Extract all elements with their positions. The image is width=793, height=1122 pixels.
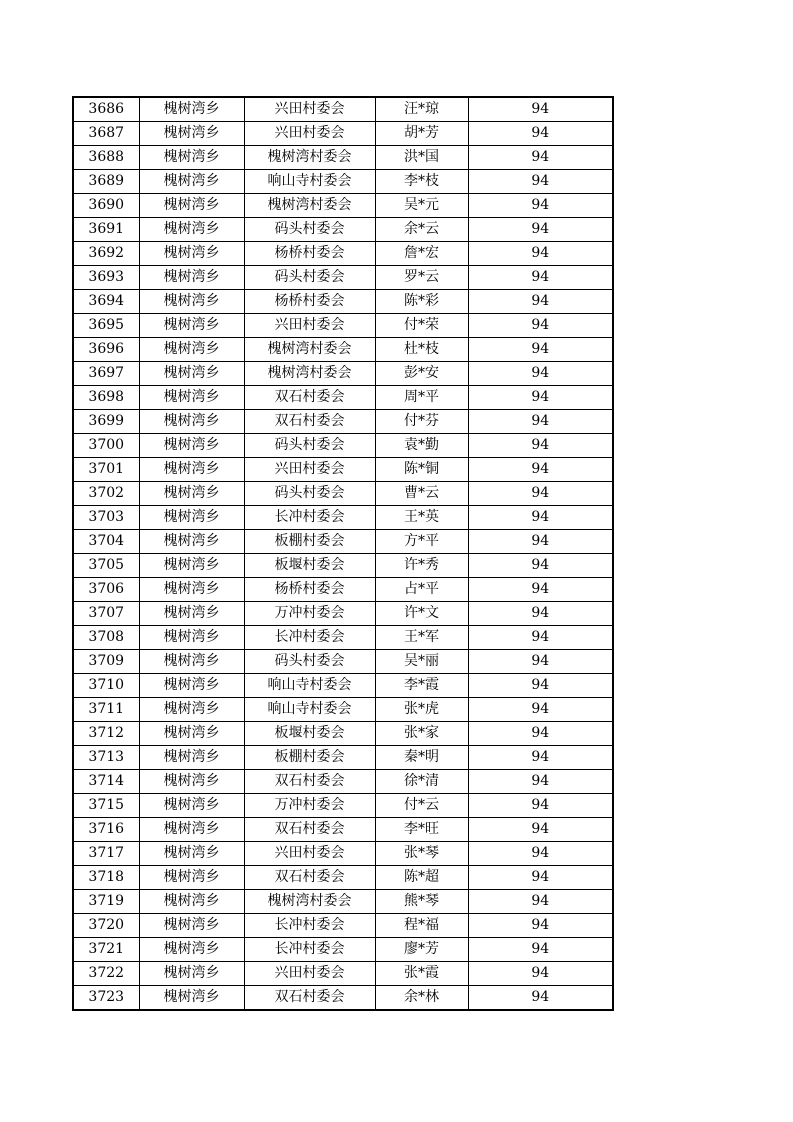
village-committee-cell: 板堰村委会 <box>244 554 375 578</box>
township-cell: 槐树湾乡 <box>139 290 244 314</box>
township-cell: 槐树湾乡 <box>139 842 244 866</box>
table-row <box>73 97 613 122</box>
score-cell: 94 <box>468 290 613 314</box>
row-number-cell: 3700 <box>73 434 139 458</box>
village-committee-cell: 杨桥村委会 <box>244 290 375 314</box>
township-cell: 槐树湾乡 <box>139 818 244 842</box>
row-number-cell: 3713 <box>73 746 139 770</box>
row-number-cell: 3689 <box>73 170 139 194</box>
score-cell: 94 <box>468 986 613 1011</box>
row-number-cell: 3690 <box>73 194 139 218</box>
table-body <box>73 97 613 1010</box>
row-number-cell: 3693 <box>73 266 139 290</box>
village-committee-cell: 板棚村委会 <box>244 530 375 554</box>
person-name-cell: 余*林 <box>375 986 468 1011</box>
score-cell: 94 <box>468 650 613 674</box>
village-committee-cell: 双石村委会 <box>244 866 375 890</box>
table-row <box>73 914 613 938</box>
person-name-cell: 陈*彩 <box>375 290 468 314</box>
table-row <box>73 530 613 554</box>
township-cell: 槐树湾乡 <box>139 674 244 698</box>
township-cell: 槐树湾乡 <box>139 482 244 506</box>
township-cell: 槐树湾乡 <box>139 938 244 962</box>
row-number-cell: 3721 <box>73 938 139 962</box>
score-cell: 94 <box>468 938 613 962</box>
table-row <box>73 146 613 170</box>
township-cell: 槐树湾乡 <box>139 578 244 602</box>
village-committee-cell: 双石村委会 <box>244 410 375 434</box>
row-number-cell: 3694 <box>73 290 139 314</box>
table-row <box>73 722 613 746</box>
table-row <box>73 794 613 818</box>
person-name-cell: 付*云 <box>375 794 468 818</box>
table-row <box>73 986 613 1011</box>
score-cell: 94 <box>468 506 613 530</box>
score-cell: 94 <box>468 746 613 770</box>
person-name-cell: 汪*琼 <box>375 97 468 122</box>
score-cell: 94 <box>468 554 613 578</box>
village-committee-cell: 响山寺村委会 <box>244 170 375 194</box>
table-row <box>73 314 613 338</box>
table-row <box>73 434 613 458</box>
township-cell: 槐树湾乡 <box>139 554 244 578</box>
score-cell: 94 <box>468 97 613 122</box>
row-number-cell: 3692 <box>73 242 139 266</box>
table-row <box>73 698 613 722</box>
township-cell: 槐树湾乡 <box>139 458 244 482</box>
person-name-cell: 方*平 <box>375 530 468 554</box>
village-committee-cell: 板棚村委会 <box>244 746 375 770</box>
row-number-cell: 3706 <box>73 578 139 602</box>
person-name-cell: 王*英 <box>375 506 468 530</box>
row-number-cell: 3703 <box>73 506 139 530</box>
village-committee-cell: 双石村委会 <box>244 818 375 842</box>
person-name-cell: 陈*铜 <box>375 458 468 482</box>
person-name-cell: 余*云 <box>375 218 468 242</box>
table-row <box>73 770 613 794</box>
village-committee-cell: 响山寺村委会 <box>244 674 375 698</box>
table-row <box>73 626 613 650</box>
table-row <box>73 890 613 914</box>
score-cell: 94 <box>468 170 613 194</box>
row-number-cell: 3719 <box>73 890 139 914</box>
score-cell: 94 <box>468 458 613 482</box>
village-committee-cell: 响山寺村委会 <box>244 698 375 722</box>
table-row <box>73 962 613 986</box>
table-row <box>73 818 613 842</box>
village-committee-cell: 槐树湾村委会 <box>244 362 375 386</box>
table-row <box>73 266 613 290</box>
village-committee-cell: 万冲村委会 <box>244 794 375 818</box>
village-committee-cell: 槐树湾村委会 <box>244 890 375 914</box>
row-number-cell: 3704 <box>73 530 139 554</box>
township-cell: 槐树湾乡 <box>139 770 244 794</box>
township-cell: 槐树湾乡 <box>139 602 244 626</box>
table-row <box>73 650 613 674</box>
village-committee-cell: 杨桥村委会 <box>244 578 375 602</box>
person-name-cell: 徐*清 <box>375 770 468 794</box>
person-name-cell: 秦*明 <box>375 746 468 770</box>
township-cell: 槐树湾乡 <box>139 386 244 410</box>
person-name-cell: 陈*超 <box>375 866 468 890</box>
village-committee-cell: 双石村委会 <box>244 386 375 410</box>
score-cell: 94 <box>468 314 613 338</box>
person-name-cell: 张*琴 <box>375 842 468 866</box>
table-row <box>73 386 613 410</box>
township-cell: 槐树湾乡 <box>139 914 244 938</box>
score-cell: 94 <box>468 410 613 434</box>
township-cell: 槐树湾乡 <box>139 890 244 914</box>
person-name-cell: 许*秀 <box>375 554 468 578</box>
table-row <box>73 746 613 770</box>
township-cell: 槐树湾乡 <box>139 266 244 290</box>
township-cell: 槐树湾乡 <box>139 866 244 890</box>
score-cell: 94 <box>468 218 613 242</box>
township-cell: 槐树湾乡 <box>139 410 244 434</box>
village-committee-cell: 长冲村委会 <box>244 506 375 530</box>
table-row <box>73 218 613 242</box>
person-name-cell: 张*虎 <box>375 698 468 722</box>
township-cell: 槐树湾乡 <box>139 434 244 458</box>
village-committee-cell: 槐树湾村委会 <box>244 338 375 362</box>
row-number-cell: 3722 <box>73 962 139 986</box>
township-cell: 槐树湾乡 <box>139 746 244 770</box>
row-number-cell: 3688 <box>73 146 139 170</box>
village-committee-cell: 兴田村委会 <box>244 97 375 122</box>
village-committee-cell: 兴田村委会 <box>244 122 375 146</box>
table-row <box>73 362 613 386</box>
person-name-cell: 袁*勤 <box>375 434 468 458</box>
township-cell: 槐树湾乡 <box>139 962 244 986</box>
township-cell: 槐树湾乡 <box>139 506 244 530</box>
table-row <box>73 866 613 890</box>
row-number-cell: 3712 <box>73 722 139 746</box>
score-cell: 94 <box>468 530 613 554</box>
person-name-cell: 李*旺 <box>375 818 468 842</box>
person-name-cell: 付*荣 <box>375 314 468 338</box>
table-row <box>73 674 613 698</box>
row-number-cell: 3711 <box>73 698 139 722</box>
score-cell: 94 <box>468 914 613 938</box>
township-cell: 槐树湾乡 <box>139 626 244 650</box>
table-row <box>73 338 613 362</box>
score-cell: 94 <box>468 242 613 266</box>
person-name-cell: 詹*宏 <box>375 242 468 266</box>
person-name-cell: 王*军 <box>375 626 468 650</box>
score-cell: 94 <box>468 338 613 362</box>
township-cell: 槐树湾乡 <box>139 122 244 146</box>
village-committee-cell: 槐树湾村委会 <box>244 194 375 218</box>
row-number-cell: 3691 <box>73 218 139 242</box>
row-number-cell: 3687 <box>73 122 139 146</box>
score-cell: 94 <box>468 626 613 650</box>
row-number-cell: 3716 <box>73 818 139 842</box>
row-number-cell: 3696 <box>73 338 139 362</box>
row-number-cell: 3708 <box>73 626 139 650</box>
table-row <box>73 410 613 434</box>
table-row <box>73 842 613 866</box>
village-committee-cell: 双石村委会 <box>244 986 375 1011</box>
score-cell: 94 <box>468 194 613 218</box>
score-cell: 94 <box>468 842 613 866</box>
row-number-cell: 3702 <box>73 482 139 506</box>
village-committee-cell: 码头村委会 <box>244 266 375 290</box>
score-cell: 94 <box>468 386 613 410</box>
village-committee-cell: 兴田村委会 <box>244 962 375 986</box>
township-cell: 槐树湾乡 <box>139 146 244 170</box>
township-cell: 槐树湾乡 <box>139 338 244 362</box>
person-name-cell: 熊*琴 <box>375 890 468 914</box>
village-committee-cell: 兴田村委会 <box>244 314 375 338</box>
table-row <box>73 482 613 506</box>
person-name-cell: 吴*丽 <box>375 650 468 674</box>
table-row <box>73 170 613 194</box>
village-committee-cell: 长冲村委会 <box>244 914 375 938</box>
person-name-cell: 曹*云 <box>375 482 468 506</box>
person-name-cell: 张*霞 <box>375 962 468 986</box>
table-row <box>73 290 613 314</box>
score-cell: 94 <box>468 674 613 698</box>
score-cell: 94 <box>468 794 613 818</box>
township-cell: 槐树湾乡 <box>139 242 244 266</box>
score-cell: 94 <box>468 602 613 626</box>
village-committee-cell: 槐树湾村委会 <box>244 146 375 170</box>
person-name-cell: 许*文 <box>375 602 468 626</box>
village-committee-cell: 万冲村委会 <box>244 602 375 626</box>
row-number-cell: 3699 <box>73 410 139 434</box>
data-table <box>72 96 614 1011</box>
township-cell: 槐树湾乡 <box>139 530 244 554</box>
score-cell: 94 <box>468 698 613 722</box>
score-cell: 94 <box>468 722 613 746</box>
score-cell: 94 <box>468 890 613 914</box>
row-number-cell: 3723 <box>73 986 139 1011</box>
person-name-cell: 李*枝 <box>375 170 468 194</box>
village-committee-cell: 码头村委会 <box>244 218 375 242</box>
score-cell: 94 <box>468 578 613 602</box>
table-row <box>73 578 613 602</box>
person-name-cell: 洪*国 <box>375 146 468 170</box>
person-name-cell: 张*家 <box>375 722 468 746</box>
township-cell: 槐树湾乡 <box>139 170 244 194</box>
row-number-cell: 3707 <box>73 602 139 626</box>
table-row <box>73 194 613 218</box>
village-committee-cell: 双石村委会 <box>244 770 375 794</box>
village-committee-cell: 码头村委会 <box>244 650 375 674</box>
township-cell: 槐树湾乡 <box>139 194 244 218</box>
person-name-cell: 李*霞 <box>375 674 468 698</box>
person-name-cell: 罗*云 <box>375 266 468 290</box>
person-name-cell: 周*平 <box>375 386 468 410</box>
village-committee-cell: 兴田村委会 <box>244 842 375 866</box>
row-number-cell: 3717 <box>73 842 139 866</box>
score-cell: 94 <box>468 146 613 170</box>
person-name-cell: 彭*安 <box>375 362 468 386</box>
score-cell: 94 <box>468 770 613 794</box>
village-committee-cell: 码头村委会 <box>244 434 375 458</box>
score-cell: 94 <box>468 266 613 290</box>
township-cell: 槐树湾乡 <box>139 986 244 1011</box>
score-cell: 94 <box>468 122 613 146</box>
row-number-cell: 3695 <box>73 314 139 338</box>
row-number-cell: 3714 <box>73 770 139 794</box>
village-committee-cell: 兴田村委会 <box>244 458 375 482</box>
row-number-cell: 3697 <box>73 362 139 386</box>
village-committee-cell: 长冲村委会 <box>244 938 375 962</box>
row-number-cell: 3686 <box>73 97 139 122</box>
township-cell: 槐树湾乡 <box>139 650 244 674</box>
row-number-cell: 3701 <box>73 458 139 482</box>
person-name-cell: 杜*枝 <box>375 338 468 362</box>
table-row <box>73 554 613 578</box>
table-row <box>73 506 613 530</box>
row-number-cell: 3709 <box>73 650 139 674</box>
row-number-cell: 3718 <box>73 866 139 890</box>
township-cell: 槐树湾乡 <box>139 218 244 242</box>
score-cell: 94 <box>468 962 613 986</box>
table-row <box>73 938 613 962</box>
village-committee-cell: 杨桥村委会 <box>244 242 375 266</box>
table-row <box>73 122 613 146</box>
person-name-cell: 占*平 <box>375 578 468 602</box>
table-row <box>73 242 613 266</box>
person-name-cell: 付*芬 <box>375 410 468 434</box>
person-name-cell: 程*福 <box>375 914 468 938</box>
table-row <box>73 458 613 482</box>
row-number-cell: 3710 <box>73 674 139 698</box>
score-cell: 94 <box>468 818 613 842</box>
row-number-cell: 3705 <box>73 554 139 578</box>
person-name-cell: 吴*元 <box>375 194 468 218</box>
village-committee-cell: 长冲村委会 <box>244 626 375 650</box>
township-cell: 槐树湾乡 <box>139 698 244 722</box>
village-committee-cell: 码头村委会 <box>244 482 375 506</box>
township-cell: 槐树湾乡 <box>139 722 244 746</box>
township-cell: 槐树湾乡 <box>139 314 244 338</box>
row-number-cell: 3698 <box>73 386 139 410</box>
row-number-cell: 3720 <box>73 914 139 938</box>
score-cell: 94 <box>468 434 613 458</box>
person-name-cell: 廖*芳 <box>375 938 468 962</box>
score-cell: 94 <box>468 866 613 890</box>
township-cell: 槐树湾乡 <box>139 97 244 122</box>
village-committee-cell: 板堰村委会 <box>244 722 375 746</box>
township-cell: 槐树湾乡 <box>139 794 244 818</box>
row-number-cell: 3715 <box>73 794 139 818</box>
score-cell: 94 <box>468 482 613 506</box>
table-row <box>73 602 613 626</box>
township-cell: 槐树湾乡 <box>139 362 244 386</box>
person-name-cell: 胡*芳 <box>375 122 468 146</box>
score-cell: 94 <box>468 362 613 386</box>
